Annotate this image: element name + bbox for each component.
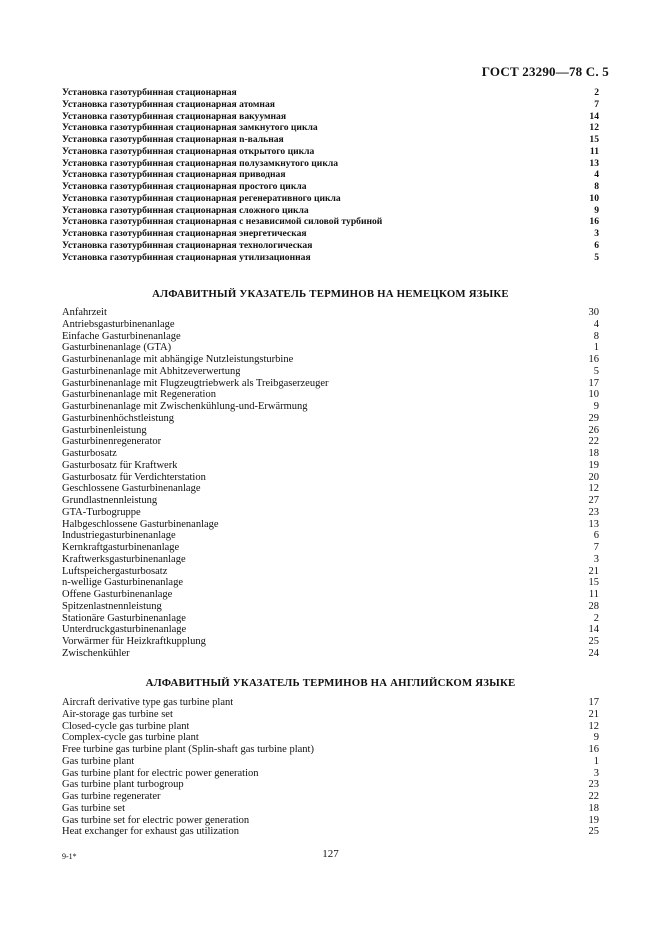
index-term-number: 16 [588,744,599,755]
index-row [62,252,599,264]
index-row [62,111,599,123]
index-term: Gasturbinenleistung [62,424,147,436]
index-term: Complex-cycle gas turbine plant [62,732,199,744]
index-term-number: 24 [588,647,599,659]
index-term-number: 27 [588,495,599,506]
index-term-number: 7 [594,98,599,110]
index-term: Geschlossene Gasturbinenanlage [62,483,201,495]
index-row [62,803,599,815]
index-term-number: 11 [588,589,599,600]
index-row [62,401,599,413]
index-term-number: 12 [588,720,599,732]
index-row [62,158,599,170]
index-row [62,366,599,378]
index-term: Offene Gasturbinenanlage [62,589,173,600]
index-row [62,697,599,709]
index-term: Spitzenlastnennleistung [62,600,162,612]
index-term-number: 28 [588,600,599,612]
index-term: Gas turbine plant turbogroup [62,779,184,791]
index-term: Vorwärmer für Heizkraftkupplung [62,636,206,647]
index-row [62,577,599,589]
index-row [62,134,599,146]
index-row [62,589,599,601]
index-term-number: 14 [588,624,599,636]
index-term-number: 4 [593,318,599,330]
index-row [62,354,599,366]
index-row [62,601,599,613]
index-row [62,566,599,578]
index-term: Установка газотурбинная стационарная утилизационная [62,251,311,263]
index-row [62,181,599,193]
index-row [62,307,599,319]
index-row [62,240,599,252]
index-row [62,205,599,217]
index-row [62,507,599,519]
index-term: Kraftwerksgasturbinenanlage [62,553,186,565]
index-term: Gas turbine regenerater [62,791,161,802]
index-row [62,216,599,228]
index-term-number: 22 [588,791,599,802]
index-term: Stationäre Gasturbinenanlage [62,612,186,624]
index-term: Antriebsgasturbinenanlage [62,318,175,330]
index-term-number: 1 [593,342,599,354]
index-term-number: 11 [589,145,599,157]
index-row [62,389,599,401]
index-row [62,756,599,768]
index-term-number: 20 [588,471,599,483]
index-term-number: 26 [588,424,599,436]
index-term-number: 17 [588,697,599,708]
index-term-number: 8 [593,330,599,342]
index-term-number: 23 [588,779,599,791]
index-term: Luftspeichergasturbosatz [62,565,168,577]
footnote-mark: 9-1* [62,852,77,861]
index-row [62,460,599,472]
index-row [62,99,599,111]
index-term-number: 15 [589,134,599,145]
russian-terms-list [62,87,599,263]
index-term: Установка газотурбинная стационарная технологическая [62,239,313,251]
index-term-number: 18 [588,448,599,459]
index-row [62,768,599,780]
index-term-number: 19 [588,814,599,826]
index-term: Kernkraftgasturbinenanlage [62,542,180,553]
index-term: Gasturbinenregenerator [62,436,162,448]
german-index-heading: АЛФАВИТНЫЙ УКАЗАТЕЛЬ ТЕРМИНОВ НА НЕМЕЦКОМ ЯЗЫКЕ [152,288,509,300]
index-term-number: 12 [588,483,599,495]
index-term: Gasturbosatz für Kraftwerk [62,459,178,471]
index-row [62,613,599,625]
page-header-code: ГОСТ 23290—78 С. 5 [481,64,609,79]
index-term-number: 25 [588,826,599,838]
index-term: Zwischenkühler [62,647,130,659]
index-row [62,193,599,205]
index-term-number: 6 [593,530,599,542]
index-row [62,448,599,460]
index-row [62,554,599,566]
index-term: Air-storage gas turbine set [62,708,173,720]
index-term: Industriegasturbinenanlage [62,530,176,542]
index-term-number: 9 [594,204,599,216]
index-term: Gasturbinenanlage mit Regeneration [62,389,216,401]
index-row [62,472,599,484]
index-term-number: 18 [588,802,599,814]
index-term: Gasturbinenanlage mit Flugzeugtriebwerk als Treibgaserzeuger [62,377,329,389]
index-row [62,122,599,134]
index-term: Gasturbinenhöchstleistung [62,412,174,424]
index-term: GTA-Turbogruppe [62,506,141,518]
index-term: Aircraft derivative type gas turbine plant [62,697,234,708]
index-term: Gas turbine set for electric power generation [62,814,250,826]
index-term-number: 17 [588,377,599,389]
german-terms-list [62,307,599,660]
index-row [62,744,599,756]
index-term: Anfahrzeit [62,307,107,318]
index-row [62,483,599,495]
index-term: Gasturbosatz für Verdichterstation [62,471,206,483]
index-term: Closed-cycle gas turbine plant [62,720,190,732]
index-row [62,87,599,99]
index-row [62,648,599,660]
index-term-number: 9 [593,401,599,412]
english-index-heading: АЛФАВИТНЫЙ УКАЗАТЕЛЬ ТЕРМИНОВ НА АНГЛИЙСКОМ ЯЗЫКЕ [145,677,516,689]
index-term: Gas turbine set [62,802,125,814]
index-term: Unterdruckgasturbinenanlage [62,624,187,636]
index-term-number: 6 [594,239,599,251]
index-row [62,331,599,343]
index-row [62,542,599,554]
index-term-number: 29 [588,412,599,424]
index-term-number: 10 [588,389,599,401]
index-term: Gas turbine plant [62,755,135,767]
index-row [62,732,599,744]
index-term-number: 15 [588,577,599,589]
index-term-number: 12 [589,122,599,134]
index-term: Установка газотурбинная стационарная вакуумная [62,110,287,122]
index-row [62,721,599,733]
index-row [62,228,599,240]
index-term: Halbgeschlossene Gasturbinenanlage [62,518,219,530]
index-row [62,791,599,803]
index-row [62,425,599,437]
index-term-number: 16 [589,216,599,228]
index-term-number: 3 [593,553,599,565]
index-term: Free turbine gas turbine plant (Splin-shaft gas turbine plant) [62,744,314,755]
index-term: Heat exchanger for exhaust gas utilization [62,826,239,838]
index-row [62,413,599,425]
index-row [62,378,599,390]
index-term: Установка газотурбинная стационарная замкнутого цикла [62,122,318,134]
index-row [62,342,599,354]
index-term: Установка газотурбинная стационарная приводная [62,169,286,181]
index-row [62,624,599,636]
index-term-number: 19 [588,459,599,471]
index-term-number: 25 [588,636,599,647]
index-term-number: 14 [589,110,599,122]
index-row [62,495,599,507]
index-term-number: 9 [593,732,599,744]
index-term-number: 13 [589,157,599,169]
index-term: Установка газотурбинная стационарная n-вальная [62,134,284,145]
index-term: Установка газотурбинная стационарная полузамкнутого цикла [62,157,339,169]
english-terms-list [62,697,599,838]
index-term: Gasturbinenanlage mit Abhitzeverwertung [62,365,241,377]
index-term: Gasturbinenanlage mit abhängige Nutzleistungsturbine [62,354,294,365]
index-term-number: 7 [593,542,599,553]
index-term: Gasturbosatz [62,448,117,459]
index-row [62,815,599,827]
index-row [62,709,599,721]
index-term-number: 22 [588,436,599,448]
index-term-number: 21 [588,708,599,720]
index-row [62,319,599,331]
index-term: Установка газотурбинная стационарная атомная [62,98,275,110]
index-term-number: 3 [594,228,599,239]
index-row [62,169,599,181]
index-row [62,636,599,648]
index-term: Установка газотурбинная стационарная простого цикла [62,181,307,192]
index-row [62,146,599,158]
index-term: Установка газотурбинная стационарная [62,87,237,98]
index-term-number: 13 [588,518,599,530]
index-term-number: 30 [588,307,599,318]
index-term: Установка газотурбинная стационарная регенеративного цикла [62,192,341,204]
index-term: Einfache Gasturbinenanlage [62,330,181,342]
index-term-number: 3 [593,767,599,779]
index-term: Gasturbinenanlage (GTA) [62,342,172,354]
index-term-number: 5 [593,365,599,377]
index-term-number: 2 [594,87,599,98]
index-term-number: 8 [594,181,599,192]
index-term-number: 1 [593,755,599,767]
index-term-number: 21 [588,565,599,577]
index-term-number: 10 [589,192,599,204]
index-row [62,779,599,791]
index-term-number: 4 [594,169,599,181]
index-term-number: 2 [593,612,599,624]
index-term-number: 5 [594,251,599,263]
index-term: Установка газотурбинная стационарная открытого цикла [62,145,315,157]
index-term: Установка газотурбинная стационарная энергетическая [62,228,307,239]
index-term: Установка газотурбинная стационарная с независимой силовой турбиной [62,216,383,228]
index-term-number: 23 [588,506,599,518]
index-term: Gasturbinenanlage mit Zwischenkühlung-und-Erwärmung [62,401,308,412]
index-row [62,530,599,542]
index-term: Gas turbine plant for electric power generation [62,767,259,779]
index-term: n-wellige Gasturbinenanlage [62,577,183,589]
index-row [62,519,599,531]
index-row [62,436,599,448]
index-term: Установка газотурбинная стационарная сложного цикла [62,204,309,216]
index-term: Grundlastnennleistung [62,495,158,506]
page-number: 127 [322,848,339,860]
index-row [62,826,599,838]
index-term-number: 16 [588,354,599,365]
